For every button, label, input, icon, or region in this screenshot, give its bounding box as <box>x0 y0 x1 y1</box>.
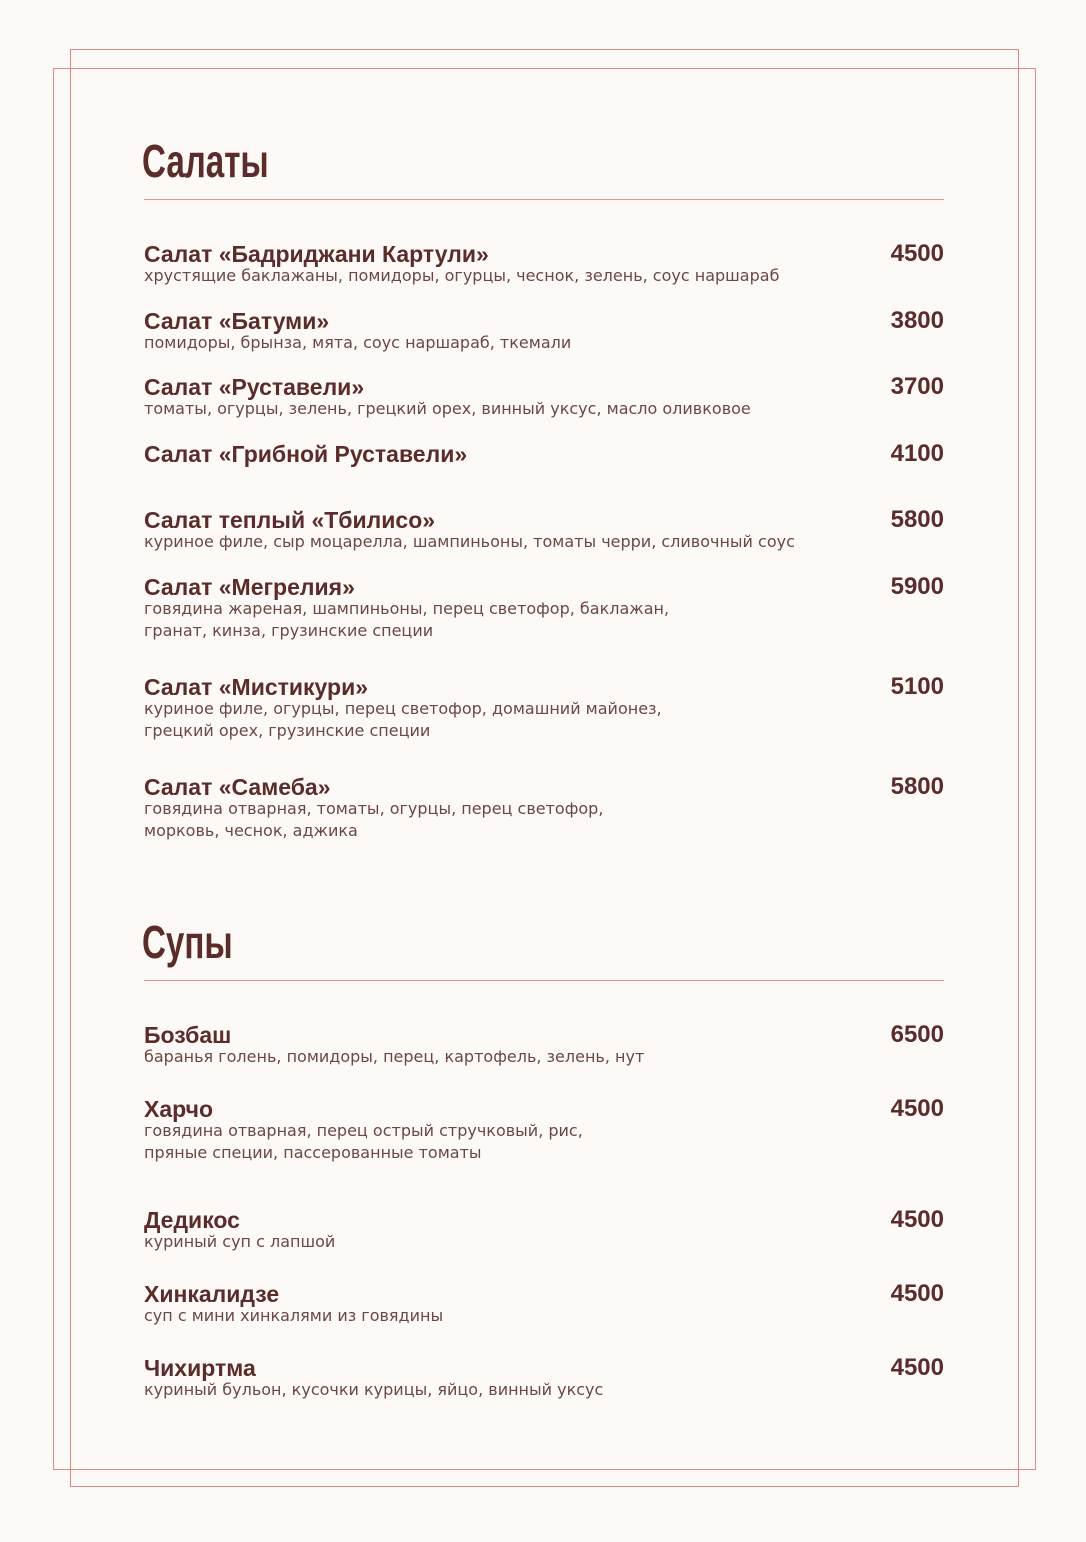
menu-item-price: 4500 <box>890 1354 944 1381</box>
menu-item-price: 5800 <box>890 773 944 800</box>
menu-item-price: 4500 <box>890 1095 944 1122</box>
menu-item-name: Харчо <box>144 1096 214 1122</box>
menu-item-name: Салат «Мегрелия» <box>144 574 355 600</box>
menu-item-price: 5100 <box>890 673 944 700</box>
menu-item <box>144 374 944 420</box>
section-divider <box>144 199 944 200</box>
menu-item-name: Бозбаш <box>144 1022 232 1048</box>
menu-item <box>144 1096 944 1164</box>
menu-item-price: 4100 <box>890 440 944 467</box>
menu-item-price: 5800 <box>890 506 944 533</box>
menu-item-name: Салат «Батуми» <box>144 308 330 334</box>
menu-item <box>144 441 944 465</box>
menu-item-description: суп с мини хинкалями из говядины <box>144 1306 444 1325</box>
menu-item <box>144 308 944 354</box>
menu-item-description: куриное филе, сыр моцарелла, шампиньоны, томаты черри, сливочный соус <box>144 532 795 551</box>
menu-item-description: томаты, огурцы, зелень, грецкий орех, винный уксус, масло оливковое <box>144 399 751 418</box>
menu-item-price: 6500 <box>890 1021 944 1048</box>
menu-item-price: 5900 <box>890 573 944 600</box>
section-title: Салаты <box>142 135 269 187</box>
menu-item-description: говядина жареная, шампиньоны, перец светофор, баклажан, гранат, кинза, грузинские специи <box>144 599 670 640</box>
menu-item-description: говядина отварная, перец острый стручковый, рис, пряные специи, пассерованные томаты <box>144 1121 583 1162</box>
menu-item <box>144 1022 944 1068</box>
menu-item <box>144 241 944 287</box>
menu-item-name: Дедикос <box>144 1207 240 1233</box>
menu-item-description: говядина отварная, томаты, огурцы, перец светофор, морковь, чеснок, аджика <box>144 799 604 840</box>
menu-item-name: Салат «Бадриджани Картули» <box>144 241 489 267</box>
menu-item <box>144 1207 944 1253</box>
menu-item <box>144 1355 944 1401</box>
menu-item-price: 4500 <box>890 1206 944 1233</box>
menu-item-name: Салат «Руставели» <box>144 374 365 400</box>
menu-item-price: 4500 <box>890 240 944 267</box>
menu-item-price: 3700 <box>890 373 944 400</box>
menu-item-name: Салат «Самеба» <box>144 774 331 800</box>
menu-item-description: куриный суп с лапшой <box>144 1232 336 1251</box>
menu-item <box>144 774 944 842</box>
menu-item-description: куриный бульон, кусочки курицы, яйцо, винный уксус <box>144 1380 604 1399</box>
menu-item-price: 3800 <box>890 307 944 334</box>
menu-item-name: Хинкалидзе <box>144 1281 280 1307</box>
section-title: Супы <box>142 916 233 968</box>
menu-item-price: 4500 <box>890 1280 944 1307</box>
menu-item <box>144 574 944 642</box>
menu-item-description: помидоры, брынза, мята, соус наршараб, ткемали <box>144 333 572 352</box>
menu-item-name: Салат «Грибной Руставели» <box>144 441 468 467</box>
menu-item-name: Салат теплый «Тбилисо» <box>144 507 436 533</box>
menu-item-name: Салат «Мистикури» <box>144 674 369 700</box>
menu-item <box>144 674 944 742</box>
menu-item-description: куриное филе, огурцы, перец светофор, домашний майонез, грецкий орех, грузинские специи <box>144 699 662 740</box>
menu-item <box>144 1281 944 1327</box>
menu-item-description: баранья голень, помидоры, перец, картофель, зелень, нут <box>144 1047 645 1066</box>
menu-item-description: хрустящие баклажаны, помидоры, огурцы, чеснок, зелень, соус наршараб <box>144 266 780 285</box>
section-divider <box>144 980 944 981</box>
menu-item-name: Чихиртма <box>144 1355 256 1381</box>
menu-item <box>144 507 944 553</box>
